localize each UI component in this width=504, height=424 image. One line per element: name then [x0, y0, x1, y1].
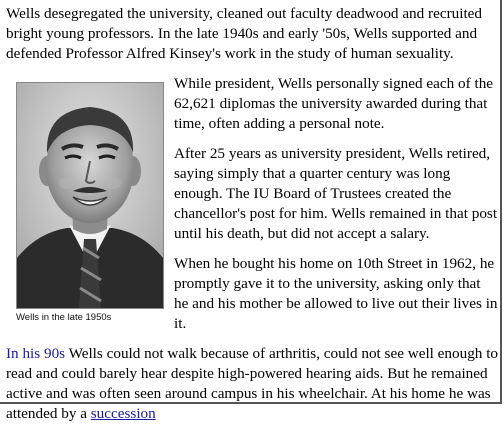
- paragraph-final: [6, 344, 498, 424]
- paragraph-home: When he bought his home on 10th Street in 1962, he promptly gave it to the university, asking only that he and his mother be allowed to live out their lives in it.: [174, 255, 498, 332]
- paragraph-retirement: After 25 years as university president, Wells retired, saying simply that a quarter century was long enough. The IU Board of Trustees created the chancellor's post for him. Wells remained in that post until his death, but did not accept a salary.: [174, 145, 498, 242]
- succession-link[interactable]: succession: [90, 405, 156, 422]
- photo-caption: Wells in the late 1950s: [16, 312, 112, 323]
- in-his-90s-link[interactable]: In his 90s: [6, 345, 66, 362]
- wells-photo: [16, 82, 164, 309]
- intro-paragraph: Wells desegregated the university, cleaned out faculty deadwood and recruited bright young professors. In the late 1940s and early '50s, Wells supported and defended Professor Alfred Kinsey's work in the study of human sexuality.: [6, 5, 483, 62]
- article-content: [6, 4, 498, 424]
- paragraph-diplomas: While president, Wells personally signed each of the 62,621 diplomas the university awarded during that time, often adding a personal note.: [174, 75, 494, 132]
- photo-figure: [16, 82, 164, 324]
- final-paragraph-text: Wells could not walk because of arthritis, could not see well enough to read and could barely hear despite high-powered hearing aids. But he remained active and was often seen around campus in his wheelchair. At his home he was attended by a: [6, 345, 499, 422]
